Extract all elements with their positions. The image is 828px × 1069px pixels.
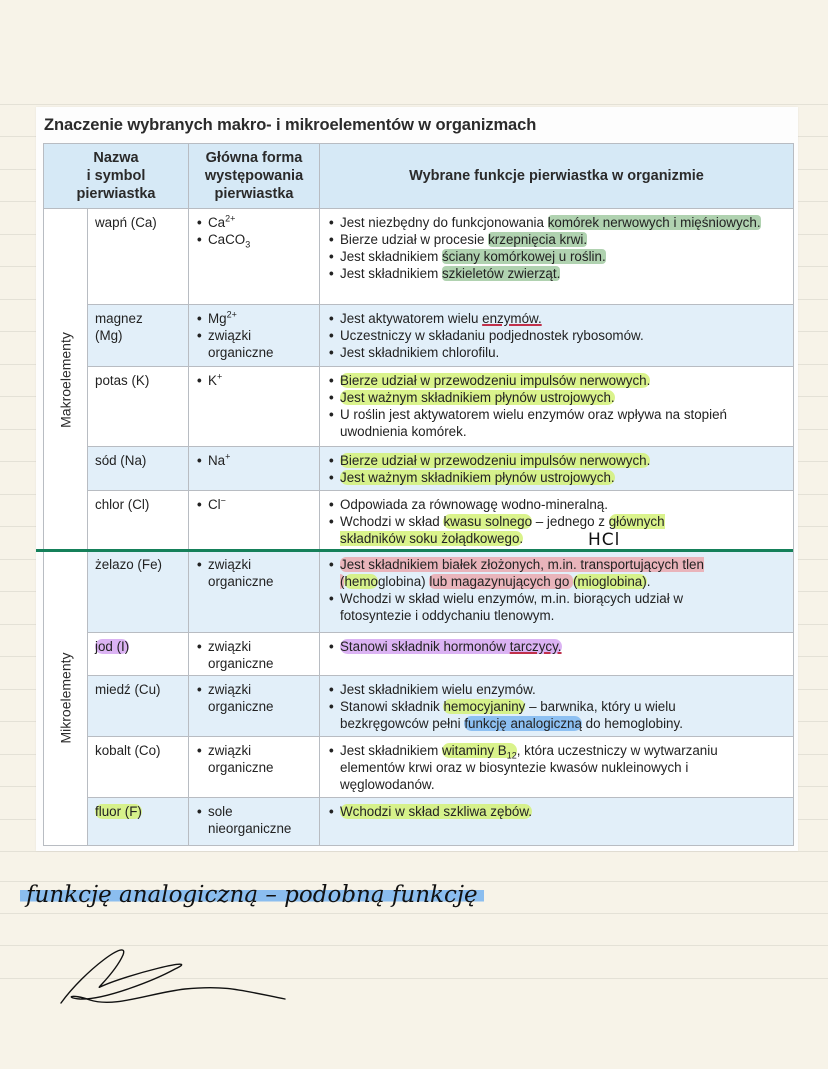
- highlight-blue: funkcję analogiczną: [464, 716, 582, 731]
- function-item: • Jest składnikiem wielu enzymów.: [328, 681, 793, 698]
- function-item: • Stanowi składnik hemocyjaniny – barwnika, który u wielu bezkręgowców pełni funkcję analogiczną do hemoglobiny.: [328, 698, 793, 732]
- underline-red: enzymów.: [482, 311, 542, 326]
- table-row: [44, 737, 794, 798]
- table-row: [44, 305, 794, 367]
- form-item: • związki organiczne: [196, 742, 298, 776]
- highlight-green: komórek nerwowych i mięśniowych.: [547, 215, 761, 230]
- function-item: • Jest składnikiem chlorofilu.: [328, 344, 793, 361]
- table-header-row: [44, 144, 794, 209]
- highlight-yellow: głównych składników soku żołądkowego.: [340, 514, 665, 546]
- element-name-text: magnez (Mg): [95, 311, 143, 343]
- highlight-purple: Stanowi składnik hormonów tarczycy.: [340, 639, 562, 654]
- highlight-yellow: Bierze udział w przewodzeniu impulsów nerwowych.: [340, 453, 651, 468]
- highlight-yellow: Jest ważnym składnikiem płynów ustrojowych.: [340, 470, 615, 485]
- category-macro: [44, 209, 88, 551]
- element-functions: [320, 367, 794, 447]
- element-name: wapń (Ca): [88, 209, 189, 305]
- highlight-yellow: hemo: [344, 574, 378, 589]
- element-functions: [320, 491, 794, 551]
- form-item: • związki organiczne: [196, 556, 298, 590]
- highlight-yellow: kwasu solnego: [443, 514, 533, 529]
- function-item: [328, 803, 793, 820]
- function-item: • Bierze udział w procesie krzepnięcia krwi.: [328, 231, 793, 248]
- form-item: • związki organiczne: [196, 327, 298, 361]
- element-functions: [320, 737, 794, 798]
- elements-table: [43, 143, 794, 846]
- element-forms: [189, 305, 320, 367]
- element-forms: [189, 737, 320, 798]
- category-micro: [44, 551, 88, 846]
- element-name: żelazo (Fe): [88, 551, 189, 633]
- function-item: • Jest niezbędny do funkcjonowania komórek nerwowych i mięśniowych.: [328, 214, 793, 231]
- header-name-line: i symbol: [86, 168, 146, 184]
- form-item: • sole nieorganiczne: [196, 803, 298, 837]
- element-functions: [320, 209, 794, 305]
- highlight-yellow: witaminy $B_{12}$: [441, 743, 517, 761]
- highlight-green: ściany komórkowej u roślin.: [441, 249, 606, 264]
- underline-red: tarczycy.: [509, 639, 562, 654]
- table-row: [44, 633, 794, 676]
- highlight-red: Jest składnikiem białek złożonych, m.in. transportujących tlen (: [340, 557, 704, 589]
- element-functions: [320, 633, 794, 676]
- element-forms: [189, 676, 320, 737]
- element-forms: [189, 447, 320, 491]
- signature-icon: [55, 945, 315, 1025]
- table-row: [44, 798, 794, 846]
- header-form-line: pierwiastka: [214, 186, 294, 202]
- function-item: • Jest składnikiem ściany komórkowej u roślin.: [328, 248, 793, 265]
- element-forms: [189, 798, 320, 846]
- header-functions: Wybrane funkcje pierwiastka w organizmie: [320, 144, 794, 209]
- table-row: [44, 491, 794, 551]
- highlight-purple: jod (I): [95, 639, 130, 654]
- element-functions: [320, 798, 794, 846]
- function-item: [328, 469, 793, 486]
- function-item: • U roślin jest aktywatorem wielu enzymów oraz wpływa na stopień uwodnienia komórek.: [328, 406, 793, 440]
- function-item: [328, 389, 793, 406]
- element-name: chlor (Cl): [88, 491, 189, 551]
- element-forms: [189, 209, 320, 305]
- element-functions: [320, 676, 794, 737]
- highlight-yellow: Bierze udział w przewodzeniu impulsów nerwowych.: [340, 373, 651, 388]
- function-item: [328, 638, 793, 655]
- element-forms: [189, 551, 320, 633]
- function-item: • Jest składnikiem białek złożonych, m.in. transportujących tlen (hemoglobina) lub magazynujących go (mioglobina).: [328, 556, 793, 590]
- element-name: kobalt (Co): [88, 737, 189, 798]
- highlight-red: lub magazynujących go: [429, 574, 574, 589]
- form-item: • $Mg^{2+}$: [196, 310, 319, 327]
- handwritten-hcl: HCl: [588, 530, 621, 550]
- header-name: [44, 144, 189, 209]
- category-label: Mikroelementy: [57, 652, 73, 744]
- function-item: [328, 452, 793, 469]
- header-name-line: pierwiastka: [76, 186, 156, 202]
- header-name-line: Nazwa: [93, 150, 139, 166]
- header-form: [189, 144, 320, 209]
- table-title: Znaczenie wybranych makro- i mikroelementów w organizmach: [44, 116, 537, 134]
- table-row: [44, 447, 794, 491]
- element-functions: [320, 305, 794, 367]
- element-name: [88, 798, 189, 846]
- element-forms: [189, 491, 320, 551]
- element-name: potas (K): [88, 367, 189, 447]
- header-form-line: występowania: [204, 168, 304, 184]
- highlight-yellow: hemocyjaniny: [443, 699, 526, 714]
- table-row: [44, 367, 794, 447]
- highlight-yellow: Jest ważnym składnikiem płynów ustrojowych.: [340, 390, 615, 405]
- element-forms: [189, 367, 320, 447]
- table-row: [44, 209, 794, 305]
- element-name: [88, 305, 189, 367]
- highlight-green: szkieletów zwierząt.: [441, 266, 561, 281]
- element-functions: [320, 447, 794, 491]
- highlight-yellow: Wchodzi w skład szkliwa zębów.: [340, 804, 532, 819]
- category-label: Makroelementy: [57, 331, 73, 428]
- header-form-line: Główna forma: [205, 150, 303, 166]
- handwritten-note: funkcję analogiczną – podobną funkcję: [20, 882, 484, 908]
- function-item: • Uczestniczy w składaniu podjednostek rybosomów.: [328, 327, 793, 344]
- table-row: [44, 676, 794, 737]
- function-item: • Wchodzi w skład kwasu solnego – jednego z głównych składników soku żołądkowego.: [328, 513, 793, 547]
- form-item: • Na+: [196, 452, 319, 469]
- form-item: • związki organiczne: [196, 638, 298, 672]
- element-name: miedź (Cu): [88, 676, 189, 737]
- highlight-green: krzepnięcia krwi.: [488, 232, 588, 247]
- function-item: • Jest składnikiem witaminy $B_{12}$, która uczestniczy w wytwarzaniu elementów krwi oraz w biosyntezie kwasów nukleinowych i węglowodanów.: [328, 742, 793, 793]
- element-functions: [320, 551, 794, 633]
- highlight-yellow: fluor (F): [95, 804, 142, 819]
- function-item: • Wchodzi w skład wielu enzymów, m.in. biorących udział w fotosyntezie i oddychaniu tlenowym.: [328, 590, 793, 624]
- form-item: • K+: [196, 372, 319, 389]
- form-item: • Cl−: [196, 496, 319, 513]
- element-name: [88, 633, 189, 676]
- function-item: • Odpowiada za równowagę wodno-mineralną.: [328, 496, 793, 513]
- form-item: • związki organiczne: [196, 681, 298, 715]
- form-item: • $Ca^{2+}$: [196, 214, 319, 231]
- element-name: sód (Na): [88, 447, 189, 491]
- function-item: [328, 372, 793, 389]
- function-item: • Jest składnikiem szkieletów zwierząt.: [328, 265, 793, 282]
- table-row: [44, 551, 794, 633]
- function-item: • Jest aktywatorem wielu enzymów.: [328, 310, 793, 327]
- element-forms: [189, 633, 320, 676]
- form-item: • CaCO$_3$: [196, 231, 319, 248]
- macro-micro-separator-line: [36, 549, 793, 552]
- highlight-yellow: (mioglobina): [573, 574, 647, 589]
